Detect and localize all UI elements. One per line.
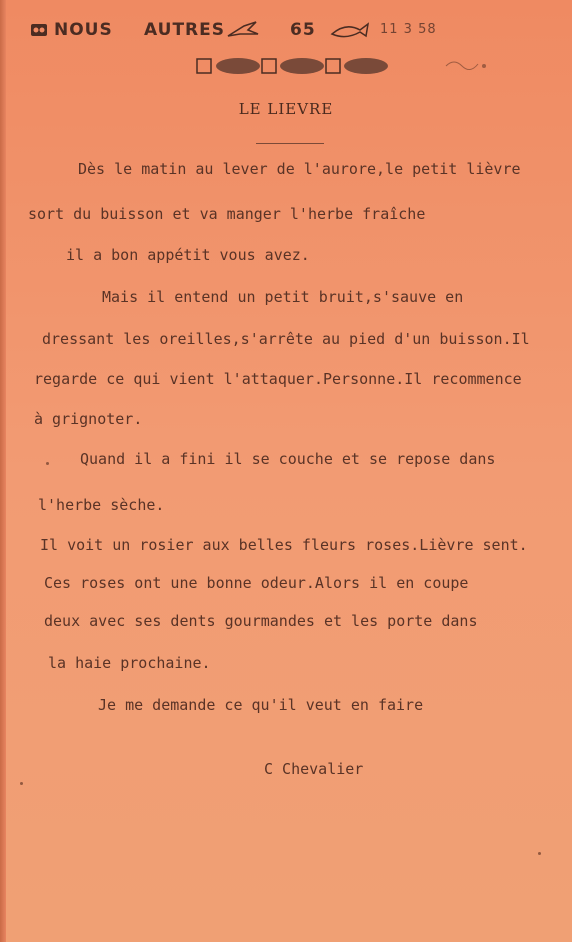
- poem-line: deux avec ses dents gourmandes et les porte dans: [44, 612, 478, 630]
- author-signature: C Chevalier: [264, 760, 364, 778]
- poem-line: Quand il a fini il se couche et se repose dans: [80, 450, 496, 468]
- poem-line: regarde ce qui vient l'attaquer.Personne.Il recommence: [34, 370, 522, 388]
- poem-line: l'herbe sèche.: [38, 496, 165, 514]
- ink-speck: [46, 462, 49, 465]
- page-fold-edge: [0, 0, 6, 942]
- masthead: [30, 16, 550, 46]
- poem-line: à grignoter.: [34, 410, 143, 428]
- masthead-title-right: AUTRES: [144, 20, 225, 40]
- poem-line: sort du buisson et va manger l'herbe fraîche: [28, 205, 426, 223]
- issue-number: 65: [290, 20, 316, 40]
- title-underline: [256, 143, 324, 144]
- logo-icon: [30, 22, 48, 38]
- poem-line: Dès le matin au lever de l'aurore,le petit lièvre: [78, 160, 521, 178]
- bird-icon: [226, 18, 260, 40]
- poem-line: la haie prochaine.: [48, 654, 211, 672]
- poem-line: dressant les oreilles,s'arrête au pied d'un buisson.Il: [42, 330, 530, 348]
- poem-line: Ces roses ont une bonne odeur.Alors il en coupe: [44, 574, 469, 592]
- poem-line: Il voit un rosier aux belles fleurs roses.Lièvre sent.: [40, 536, 528, 554]
- ink-speck: [538, 852, 541, 855]
- poem-line: Mais il entend un petit bruit,s'sauve en: [102, 288, 464, 306]
- ornament-icon: [196, 55, 396, 77]
- poem-title: LE LIEVRE: [238, 100, 334, 118]
- stamp-icon: [440, 52, 490, 78]
- fish-icon: [330, 20, 370, 40]
- masthead-title-left: NOUS: [54, 20, 113, 40]
- issue-date: 11 3 58: [380, 22, 437, 37]
- poem-line: Je me demande ce qu'il veut en faire: [98, 696, 424, 714]
- poem-line: il a bon appétit vous avez.: [66, 246, 310, 264]
- ink-speck: [20, 782, 23, 785]
